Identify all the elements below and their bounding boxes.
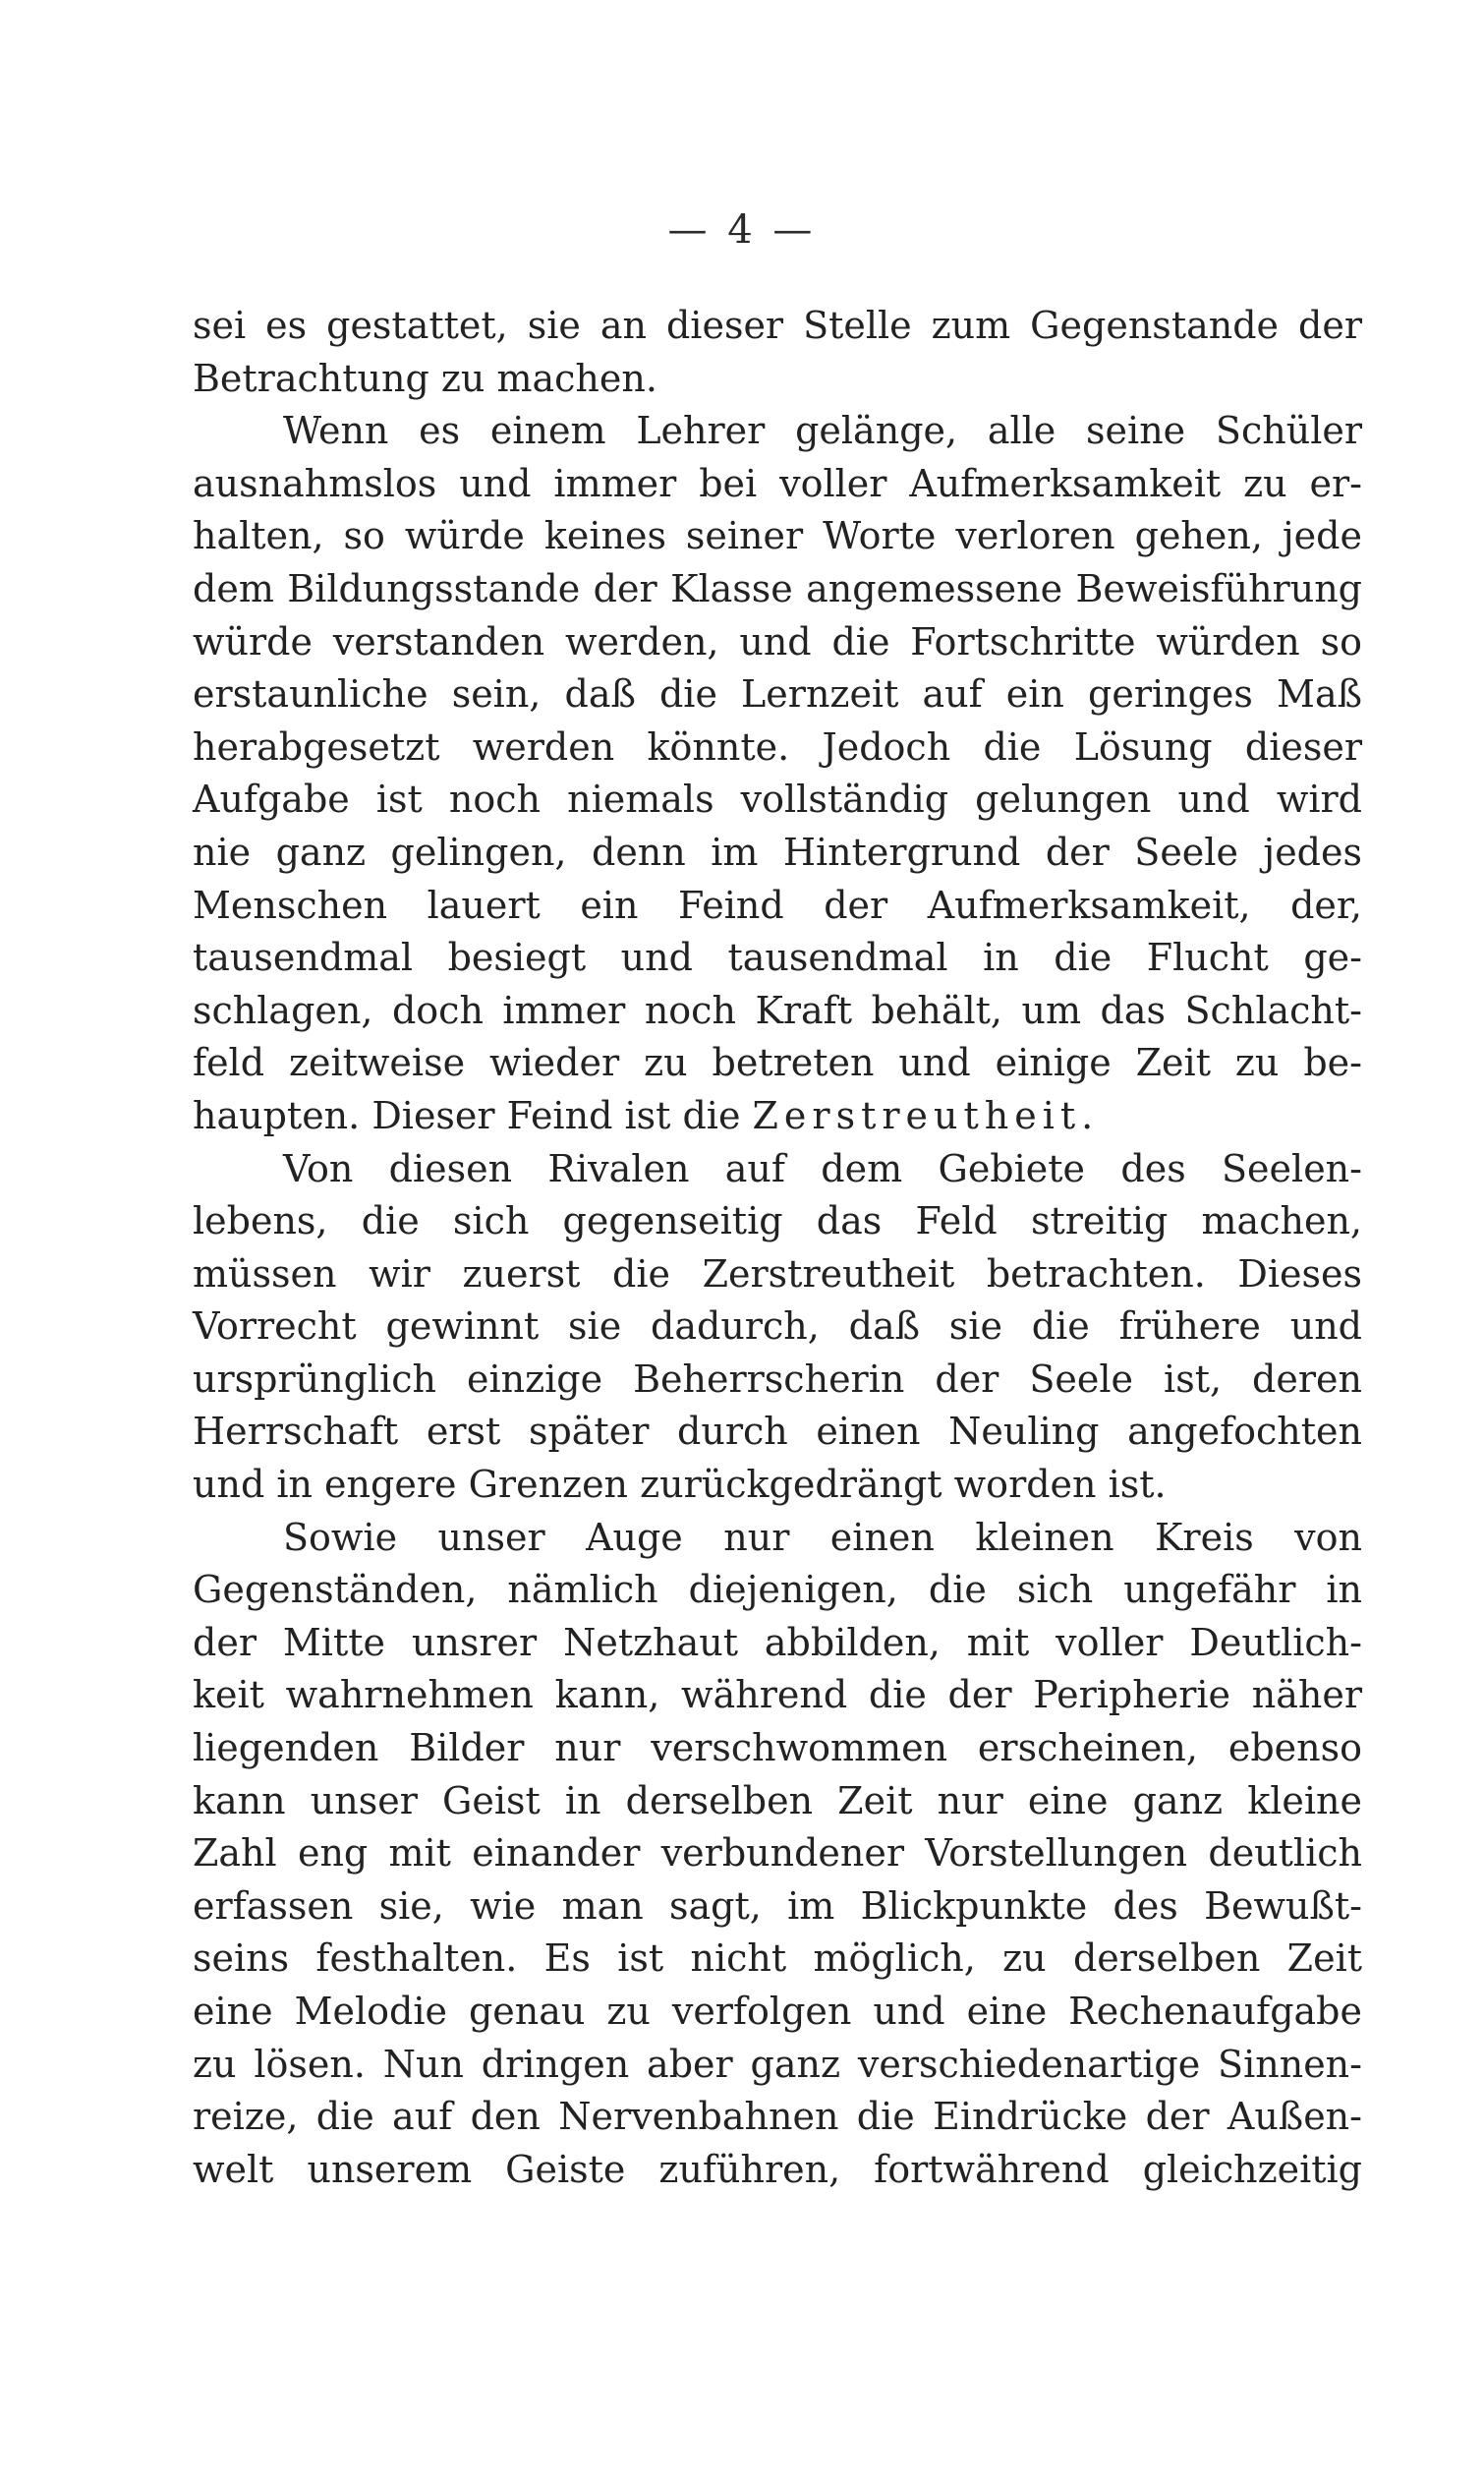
text-line: Betrachtung zu machen. bbox=[193, 356, 657, 400]
paragraph bbox=[193, 300, 1362, 405]
text-line: erstaunliche sein, daß die Lernzeit auf ein geringes Maß bbox=[193, 672, 1362, 717]
text-line: Vorrecht gewinnt sie dadurch, daß sie die frühere und bbox=[193, 1304, 1362, 1349]
text-line: eine Melodie genau zu verfolgen und eine Rechenaufgabe bbox=[193, 1990, 1362, 2033]
text-line: zu lösen. Nun dringen aber ganz verschiedenartige Sinnen- bbox=[193, 2042, 1362, 2086]
text-line: Wenn es einem Lehrer gelänge, alle seine Schüler bbox=[283, 409, 1362, 453]
text-line: feld zeitweise wieder zu betreten und einige Zeit zu be- bbox=[193, 1041, 1362, 1085]
text-line: ausnahmslos und immer bei voller Aufmerksamkeit zu er- bbox=[193, 461, 1362, 505]
paragraph bbox=[193, 405, 1362, 1142]
text-line: seins festhalten. Es ist nicht möglich, zu derselben Zeit bbox=[193, 1936, 1362, 1981]
paragraph bbox=[193, 1143, 1362, 1512]
text-line: Zahl eng mit einander verbundener Vorstellungen deutlich bbox=[193, 1831, 1362, 1876]
text-line: erfassen sie, wie man sagt, im Blickpunkte des Bewußt- bbox=[193, 1883, 1362, 1928]
text-line: lebens, die sich gegenseitig das Feld streitig machen, bbox=[193, 1199, 1362, 1243]
text-line: herabgesetzt werden könnte. Jedoch die Lösung dieser bbox=[193, 724, 1362, 769]
body-text bbox=[193, 300, 1362, 2196]
paragraph bbox=[193, 1512, 1362, 2197]
text-line: ursprünglich einzige Beherrscherin der Seele ist, deren bbox=[193, 1357, 1362, 1401]
text-line: nie ganz gelingen, denn im Hintergrund der Seele jedes bbox=[193, 830, 1362, 874]
page-number: — 4 — bbox=[667, 207, 817, 253]
text-line: Sowie unser Auge nur einen kleinen Kreis von bbox=[283, 1515, 1362, 1559]
text-line: kann unser Geist in derselben Zeit nur eine ganz kleine bbox=[193, 1778, 1362, 1822]
text-line: Von diesen Rivalen auf dem Gebiete des Seelen- bbox=[283, 1146, 1362, 1190]
text-line: Menschen lauert ein Feind der Aufmerksamkeit, der, bbox=[193, 883, 1362, 927]
text-line: Herrschaft erst später durch einen Neuling angefochten bbox=[193, 1410, 1362, 1454]
text-line: dem Bildungsstande der Klasse angemessene Beweisführung bbox=[193, 566, 1362, 610]
text-line: müssen wir zuerst die Zerstreutheit betrachten. Dieses bbox=[193, 1251, 1362, 1296]
text-line: liegenden Bilder nur verschwommen erscheinen, ebenso bbox=[193, 1726, 1362, 1770]
text-line: und in engere Grenzen zurückgedrängt worden ist. bbox=[193, 1463, 1167, 1507]
text-line: schlagen, doch immer noch Kraft behält, um das Schlacht- bbox=[193, 988, 1362, 1032]
text-line bbox=[193, 1090, 1362, 1143]
text-run: haupten. Dieser Feind ist die bbox=[193, 1093, 753, 1137]
text-line: welt unserem Geiste zuführen, fortwährend gleichzeitig bbox=[193, 2147, 1362, 2191]
text-line: sei es gestattet, sie an dieser Stelle zum Gegenstande der bbox=[193, 304, 1362, 347]
text-line: keit wahrnehmen kann, während die der Peripherie näher bbox=[193, 1673, 1362, 1717]
text-line: reize, die auf den Nervenbahnen die Eindrücke der Außen- bbox=[193, 2095, 1362, 2139]
text-line: der Mitte unsrer Netzhaut abbilden, mit voller Deutlich- bbox=[193, 1620, 1362, 1664]
text-line: würde verstanden werden, und die Fortschritte würden so bbox=[193, 619, 1362, 664]
text-line: Aufgabe ist noch niemals vollständig gelungen und wird bbox=[193, 778, 1362, 822]
text-line: Gegenständen, nämlich diejenigen, die sich ungefähr in bbox=[193, 1568, 1362, 1612]
emphasized-word: Zerstreutheit. bbox=[752, 1093, 1100, 1137]
text-line: tausendmal besiegt und tausendmal in die Flucht ge- bbox=[193, 936, 1362, 980]
text-line: halten, so würde keines seiner Worte verloren gehen, jede bbox=[193, 514, 1362, 558]
